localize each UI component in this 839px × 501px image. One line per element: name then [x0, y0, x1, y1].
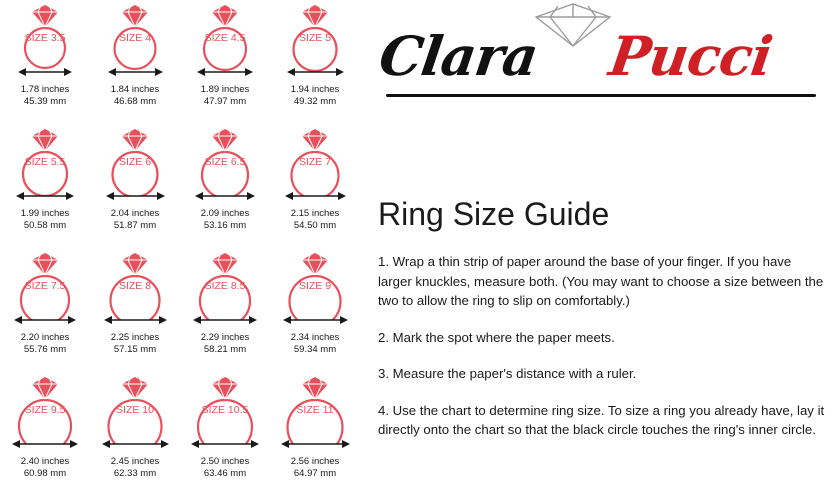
measurement-inches: 2.25 inches	[110, 332, 160, 343]
diameter-arrow-icon	[90, 314, 180, 326]
ring-size-label: SIZE 9	[298, 280, 332, 292]
ring-size-label: SIZE 7	[298, 156, 332, 168]
diameter-arrow-icon	[90, 190, 180, 202]
measurement-inches: 1.99 inches	[20, 208, 70, 219]
measurement-millimeters: 51.87 mm	[113, 219, 157, 231]
ring-size-label: SIZE 11	[296, 404, 334, 416]
measurement-inches: 1.84 inches	[110, 84, 160, 95]
ring-size-cell	[0, 0, 90, 124]
instruction-step: 1. Wrap a thin strip of paper around the base of your finger. If you have larger knuckles, measure both. (You may want to choose a size between the two to allow the ring to slip on comfortably.)	[378, 254, 824, 308]
instruction-step: 2. Mark the spot where the paper meets.	[378, 329, 615, 345]
page-title: Ring Size Guide	[378, 196, 610, 232]
ring-size-label: SIZE 4	[118, 32, 152, 44]
ring-size-cell	[90, 372, 180, 496]
logo-text-pucci: Pucci	[605, 24, 776, 88]
ring-size-label: SIZE 10.5	[201, 404, 249, 416]
logo-text-clara: Clara	[375, 24, 542, 88]
ring-measurements	[0, 84, 90, 107]
ring-size-cell	[180, 0, 270, 124]
ring-size-cell	[90, 0, 180, 124]
diameter-arrow-icon	[270, 438, 360, 450]
ring-size-label: SIZE 7.5	[24, 280, 66, 292]
diameter-arrow-icon	[180, 314, 270, 326]
ring-size-chart	[0, 0, 360, 501]
ring-size-label: SIZE 6	[118, 156, 152, 168]
ring-size-label: SIZE 10	[116, 404, 154, 416]
instruction-step: 3. Measure the paper's distance with a ruler.	[378, 366, 637, 381]
diameter-arrow-icon	[0, 314, 90, 326]
measurement-millimeters: 46.68 mm	[113, 95, 157, 107]
ring-size-cell	[180, 124, 270, 248]
ring-size-cell	[90, 124, 180, 248]
measurement-millimeters: 62.33 mm	[113, 467, 157, 479]
ring-size-cell	[0, 372, 90, 496]
measurement-millimeters: 45.39 mm	[23, 95, 67, 107]
measurement-millimeters: 63.46 mm	[203, 467, 247, 479]
ring-measurements	[0, 208, 90, 231]
ring-measurements	[90, 208, 180, 231]
measurement-millimeters: 49.32 mm	[293, 95, 337, 107]
ring-size-label: SIZE 5.5	[24, 156, 66, 168]
ring-size-label: SIZE 4.5	[204, 32, 246, 44]
measurement-inches: 2.50 inches	[200, 456, 250, 467]
diameter-arrow-icon	[270, 190, 360, 202]
diameter-arrow-icon	[180, 190, 270, 202]
ring-size-label: SIZE 8	[118, 280, 152, 292]
ring-measurements	[180, 208, 270, 231]
ring-size-cell	[0, 248, 90, 372]
measurement-inches: 2.45 inches	[110, 456, 160, 467]
ring-size-cell	[270, 0, 360, 124]
ring-size-cell	[270, 124, 360, 248]
measurement-inches: 2.56 inches	[290, 456, 340, 467]
measurement-millimeters: 55.76 mm	[23, 343, 67, 355]
diameter-arrow-icon	[270, 314, 360, 326]
ring-measurements	[90, 456, 180, 479]
ring-measurements	[90, 332, 180, 355]
measurement-inches: 1.78 inches	[20, 84, 70, 95]
ring-measurements	[270, 456, 360, 479]
measurement-millimeters: 53.16 mm	[203, 219, 247, 231]
ring-measurements	[180, 456, 270, 479]
diameter-arrow-icon	[90, 66, 180, 78]
measurement-inches: 1.94 inches	[290, 84, 340, 95]
ring-size-label: SIZE 5	[298, 32, 332, 44]
ring-size-cell	[0, 124, 90, 248]
measurement-millimeters: 47.97 mm	[203, 95, 247, 107]
diameter-arrow-icon	[0, 438, 90, 450]
diameter-arrow-icon	[0, 190, 90, 202]
ring-size-cell	[270, 248, 360, 372]
measurement-millimeters: 57.15 mm	[113, 343, 157, 355]
measurement-inches: 2.29 inches	[200, 332, 250, 343]
ring-measurements	[0, 456, 90, 479]
ring-size-label: SIZE 6.5	[204, 156, 246, 168]
measurement-inches: 2.09 inches	[200, 208, 250, 219]
ring-measurements	[90, 84, 180, 107]
diameter-arrow-icon	[270, 66, 360, 78]
ring-size-label: SIZE 9.5	[24, 404, 66, 416]
measurement-millimeters: 64.97 mm	[293, 467, 337, 479]
measurement-millimeters: 54.50 mm	[293, 219, 337, 231]
measurement-inches: 2.15 inches	[290, 208, 340, 219]
diameter-arrow-icon	[180, 66, 270, 78]
measurement-inches: 2.34 inches	[290, 332, 340, 343]
instructions-list	[378, 252, 826, 440]
measurement-inches: 2.04 inches	[110, 208, 160, 219]
ring-measurements	[180, 332, 270, 355]
ring-measurements	[270, 208, 360, 231]
measurement-inches: 1.89 inches	[200, 84, 250, 95]
ring-size-label: SIZE 3.5	[24, 32, 66, 44]
measurement-millimeters: 60.98 mm	[23, 467, 67, 479]
brand-logo	[375, 2, 828, 102]
ring-measurements	[180, 84, 270, 107]
diameter-arrow-icon	[90, 438, 180, 450]
ring-size-cell	[180, 248, 270, 372]
measurement-millimeters: 50.58 mm	[23, 219, 67, 231]
ring-size-cell	[90, 248, 180, 372]
ring-measurements	[270, 84, 360, 107]
ring-measurements	[0, 332, 90, 355]
logo-underline	[386, 94, 816, 97]
ring-size-cell	[270, 372, 360, 496]
measurement-inches: 2.20 inches	[20, 332, 70, 343]
diameter-arrow-icon	[180, 438, 270, 450]
measurement-millimeters: 58.21 mm	[203, 343, 247, 355]
measurement-millimeters: 59.34 mm	[293, 343, 337, 355]
ring-size-cell	[180, 372, 270, 496]
ring-size-label: SIZE 8.5	[204, 280, 246, 292]
diamond-icon	[530, 2, 616, 53]
measurement-inches: 2.40 inches	[20, 456, 70, 467]
diameter-arrow-icon	[0, 66, 90, 78]
instruction-step: 4. Use the chart to determine ring size. To size a ring you already have, lay it directly onto the chart so that the black circle touches the ring's inner circle.	[378, 402, 825, 437]
ring-measurements	[270, 332, 360, 355]
